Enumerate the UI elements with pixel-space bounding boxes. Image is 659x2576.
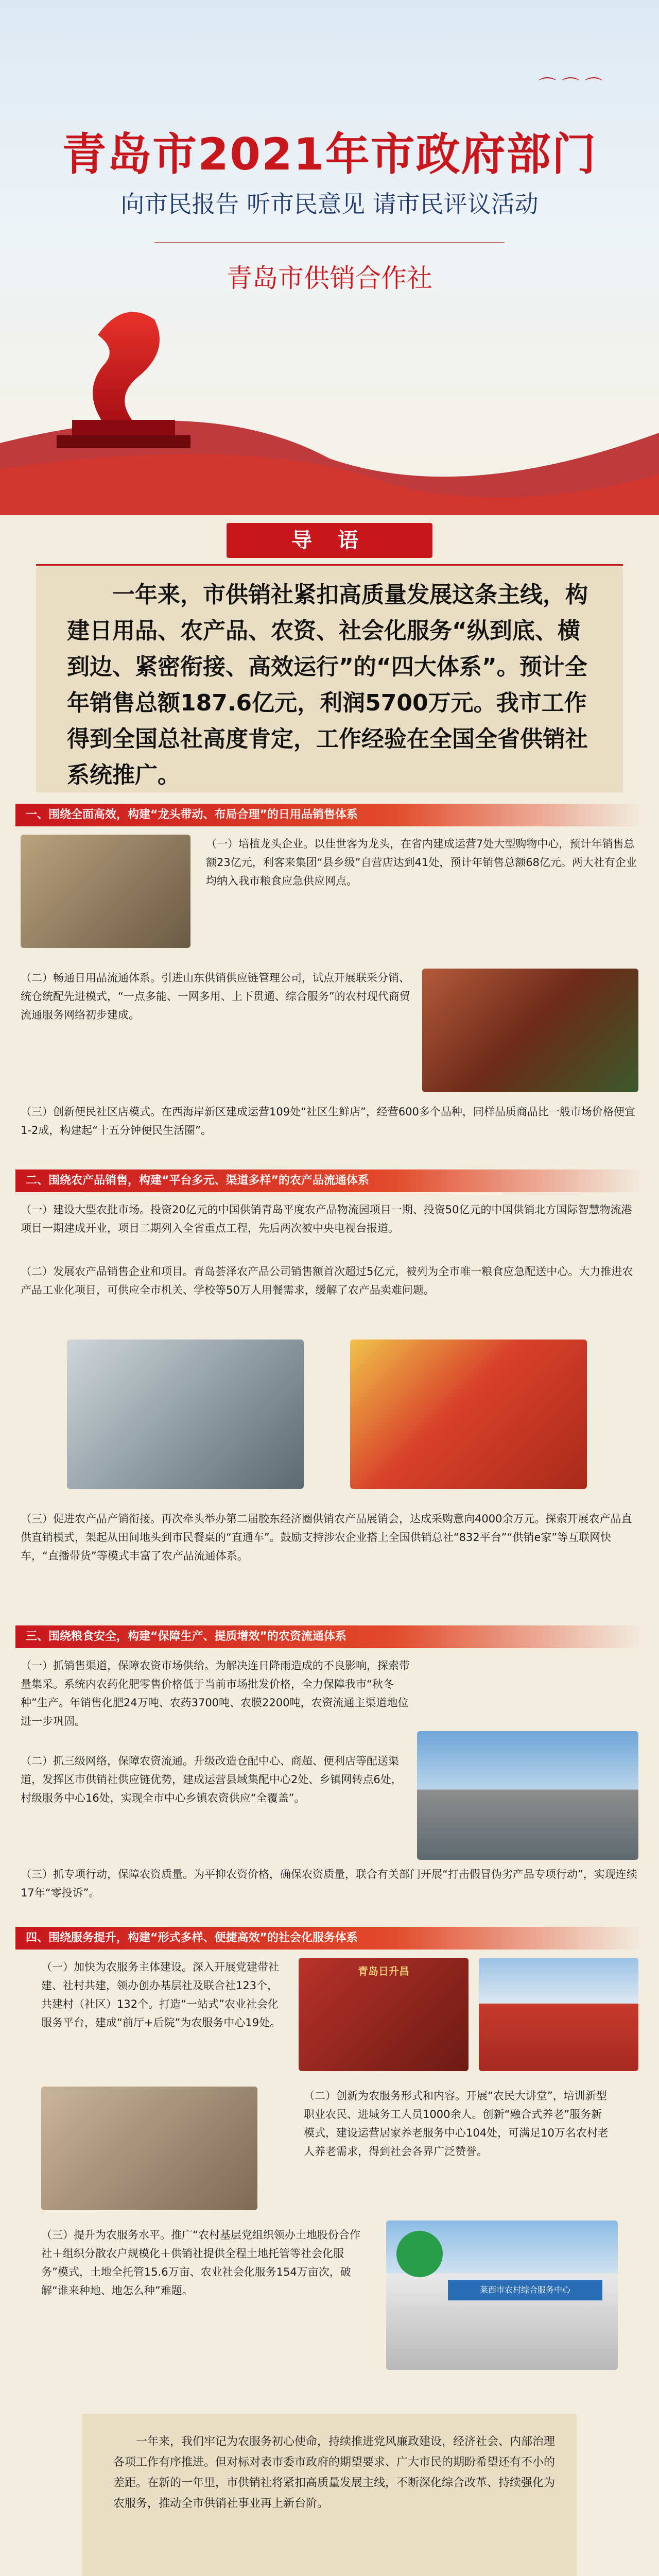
food-factory-photo <box>67 1340 304 1489</box>
section-2-paragraph-2: （二）发展农产品销售企业和项目。青岛荟泽农产品公司销售额首次超过5亿元，被列为全市唯一粮食应急配送中心。大力推进农产品工业化项目，可供应全市机关、学校等50万人用餐需求，缓解了农产品卖难问题。 <box>21 1265 633 1296</box>
section-4-paragraph-1: （一）加快为农服务主体建设。深入开展党建带社建、社村共建，领办创办基层社及联合社123个，共建村（社区）132个。打造“一站式”农业社会化服务平台，建成“前厅+后院”为农服务中心19处。 <box>41 1961 281 2029</box>
intro-heading: 导 语 <box>227 523 432 558</box>
meeting-photo <box>21 835 190 948</box>
section-4-title: 四、围绕服务提升，构建“形式多样、便捷高效”的社会化服务体系 <box>15 1927 644 1950</box>
rural-service-center-photo <box>386 2221 618 2370</box>
section-4-paragraph-2: （二）创新为农服务形式和内容。开展“农民大讲堂”，培训新型职业农民、进城务工人员1000余人。创新“融合式养老”服务新模式，建设运营居家养老服务中心104处，可满足10万名农村老人养老需求，得到社会各界广泛赞誉。 <box>304 2090 609 2158</box>
closing-text: 一年来，我们牢记为农服务初心使命，持续推进党风廉政建设，经济社会、内部治理各项工作有序推进。但对标对表市委市政府的期望要求、广大市民的期盼希望还有不小的差距。在新的一年里，市供销社将紧扣高质量发展主线，不断深化综合改革、持续强化为农服务，推动全市供销社事业再上新台阶。 <box>113 2435 556 2510</box>
hero-subtitle: 向市民报告 听市民意见 请市民评议活动 <box>120 190 539 218</box>
storefront-photo <box>299 1958 469 2071</box>
hero-organization: 青岛市供销合作社 <box>227 263 432 293</box>
section-1-paragraph-3: （三）创新便民社区店模式。在西海岸新区建成运营109处“社区生鲜店”，经营600多个品种，同样品质商品比一般市场价格便宜1-2成，构建起“十五分钟便民生活圈”。 <box>21 1106 635 1137</box>
service-center-sign-text: 莱西市农村综合服务中心 <box>448 2280 602 2300</box>
storefront-sign-text: 青岛日升昌 <box>358 1965 409 1977</box>
section-3-paragraph-3: （三）抓专项行动，保障农资质量。为平抑农资价格，确保农资质量，联合有关部门开展“打击假冒伪劣产品专项行动”，实现连续17年“零投诉”。 <box>21 1868 637 1899</box>
section-3-title: 三、围绕粮食安全，构建“保障生产、提质增效”的农资流通体系 <box>15 1625 644 1648</box>
section-4-paragraph-3: （三）提升为农服务水平。推广“农村基层党组织领办土地股份合作社＋组织分散农户规模化＋供销社提供全程土地托管等社会化服务”模式，土地全托管15.6万亩、农业社会化服务154万亩次，破解“谁来种地、地怎么种”难题。 <box>41 2229 360 2297</box>
elderly-care-photo <box>41 2087 257 2210</box>
hero-banner <box>0 0 659 515</box>
birds-decoration: ⌒ ⌒ ⌒ <box>539 76 602 97</box>
distribution-center-photo <box>417 1731 638 1860</box>
packaged-meals-photo <box>350 1340 587 1489</box>
section-1-title: 一、围绕全面高效，构建“龙头带动、布局合理”的日用品销售体系 <box>15 804 644 826</box>
intro-text: 一年来，市供销社紧扣高质量发展这条主线，构建日用品、农产品、农资、社会化服务“纵到底、横到边、紧密衔接、高效运行”的“四大体系”。预计全年销售总额187.6亿元，利润5700万元。我市工作得到全国总社高度肯定，工作经验在全国全省供销社系统推广。 <box>67 582 588 788</box>
village-service-building-photo <box>479 1958 638 2071</box>
section-3-paragraph-1: （一）抓销售渠道，保障农资市场供给。为解决连日降雨造成的不良影响，探索带量集采。系统内农药化肥零售价格低于当前市场批发价格，全力保障我市“秋冬种”生产。年销售化肥24万吨、农药3700吨、农膜2200吨，农资流通主渠道地位进一步巩固。 <box>21 1659 410 1727</box>
section-2-paragraph-3: （三）促进农产品产销衔接。再次牵头举办第二届胶东经济圈供销农产品展销会，达成采购意向4000余万元。探索开展农产品直供直销模式，架起从田间地头到市民餐桌的“直通车”。鼓励支持涉农企业搭上全国供销总社“832平台”“供销e家”等互联网快车，“直播带货”等模式丰富了农产品流通体系。 <box>21 1513 632 1562</box>
cooperative-logo-icon <box>396 2231 443 2277</box>
section-2-paragraph-1: （一）建设大型农批市场。投资20亿元的中国供销青岛平度农产品物流园项目一期、投资50亿元的中国供销北方国际智慧物流港项目一期建成开业，项目二期列入全省重点工程，先后两次被中央电视台报道。 <box>21 1204 632 1234</box>
hero-title: 青岛市2021年市政府部门 <box>62 129 597 180</box>
section-1-paragraph-1: （一）培植龙头企业。以佳世客为龙头，在省内建成运营7处大型购物中心，预计年销售总额23亿元，利客来集团“县乡级”自营店达到41处，预计年销售总额68亿元。两大社有企业均纳入我市粮食应急供应网点。 <box>206 838 637 887</box>
may-fourth-monument-graphic <box>0 289 659 515</box>
section-2-title: 二、围绕农产品销售，构建“平台多元、渠道多样”的农产品流通体系 <box>15 1170 644 1192</box>
section-1-paragraph-2: （二）畅通日用品流通体系。引进山东供销供应链管理公司，试点开展联采分销、统仓统配先进模式，“一点多能、一网多用、上下贯通、综合服务”的农村现代商贸流通服务网络初步建成。 <box>21 972 410 1021</box>
section-3-paragraph-2: （二）抓三级网络，保障农资流通。升级改造仓配中心、商超、便利店等配送渠道，发挥区市供销社供应链优势，建成运营县域集配中心2处、乡镇网转点6处，村级服务中心16处，实现全市中心乡镇农资供应“全覆盖”。 <box>21 1755 402 1804</box>
supermarket-photo <box>422 969 638 1092</box>
divider <box>154 242 505 243</box>
